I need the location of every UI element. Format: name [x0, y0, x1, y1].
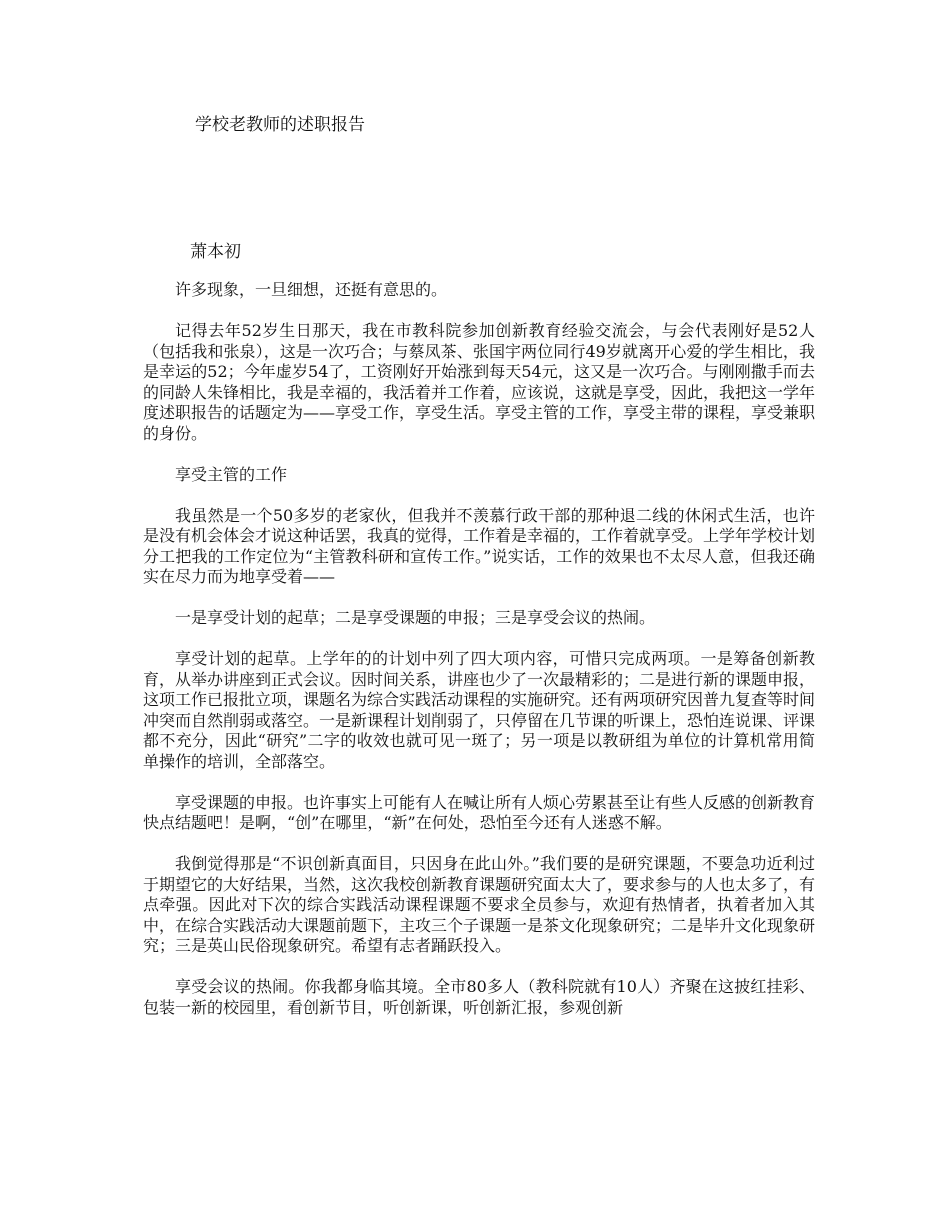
- section-heading: 享受主管的工作: [175, 464, 288, 484]
- document-title: 学校老教师的述职报告: [195, 115, 365, 135]
- paragraph: 许多现象，一旦细想，还挺有意思的。: [175, 280, 448, 299]
- paragraph: 记得去年52岁生日那天，我在市教科院参加创新教育经验交流会，与会代表刚好是52人（包括我和张泉），这是一次巧合；与蔡凤茶、张国宇两位同行49岁就离开心爱的学生相比，我是幸运的52；今年虚岁54了，工资刚好开始涨到每天54元，这又是一次巧合。与刚刚撒手而去的同龄人朱锋相比，我是幸福的，我活着并工作着，应该说，这就是享受，因此，我把这一学年度述职报告的话题定为——享受工作，享受生活。享受主管的工作，享受主带的课程，享受兼职的身份。: [143, 321, 816, 443]
- paragraph: 我虽然是一个50多岁的老家伙，但我并不羡慕行政干部的那种退二线的休闲式生活，也许是没有机会体会才说这种话罢，我真的觉得，工作着是幸福的，工作着就享受。上学年学校计划分工把我的工作定位为“主管教科研和宣传工作。”说实话，工作的效果也不太尽人意，但我还确实在尽力而为地享受着——: [143, 505, 816, 586]
- paragraph: 享受课题的申报。也许事实上可能有人在喊让所有人烦心劳累甚至让有些人反感的创新教育快点结题吧！是啊，“创”在哪里，“新”在何处，恐怕至今还有人迷惑不解。: [143, 792, 816, 832]
- document-body: [143, 280, 815, 1039]
- paragraph: 我倒觉得那是“不识创新真面目，只因身在此山外。”我们要的是研究课题，不要急功近利过于期望它的大好结果，当然，这次我校创新教育课题研究面太大了，要求参与的人也太多了，有点牵强。因此对下次的综合实践活动课程课题不要求全员参与，欢迎有热情者，执着者加入其中，在综合实践活动大课题前题下，主攻三个子课题一是茶文化现象研究；二是毕升文化现象研究；三是英山民俗现象研究。希望有志者踊跃投入。: [143, 854, 816, 955]
- paragraph: 享受会议的热闹。你我都身临其境。全市80多人（教科院就有10人）齐聚在这披红挂彩、包装一新的校园里，看创新节目，听创新课，听创新汇报，参观创新: [143, 977, 815, 1017]
- paragraph: 一是享受计划的起草；二是享受课题的申报；三是享受会议的热闹。: [175, 608, 656, 627]
- paragraph: 享受计划的起草。上学年的的计划中列了四大项内容，可惜只完成两项。一是筹备创新教育，从举办讲座到正式会议。因时间关系，讲座也少了一次最精彩的；二是进行新的课题申报，这项工作已报批立项，课题名为综合实践活动课程的实施研究。还有两项研究因普九复查等时间冲突而自然削弱或落空。一是新课程计划削弱了，只停留在几节课的听课上，恐怕连说课、评课都不充分，因此“研究”二字的收效也就可见一斑了；另一项是以教研组为单位的计算机常用简单操作的培训，全部落空。: [143, 649, 816, 771]
- author-name: 萧本初: [190, 242, 241, 262]
